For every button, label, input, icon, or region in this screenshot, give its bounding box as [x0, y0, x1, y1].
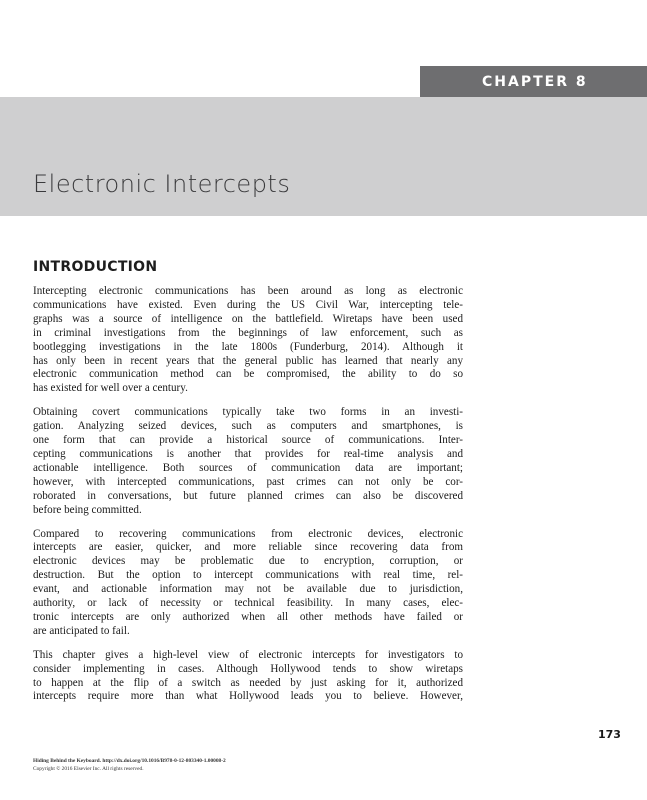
text-line: actionable intelligence. Both sources of communication data are important; — [33, 461, 463, 474]
text-line: cepting communications is another that provides for real-time analysis and — [33, 447, 463, 460]
chapter-label-tab — [420, 66, 647, 97]
text-line: electronic devices may be problematic due to encryption, corruption, or — [33, 555, 463, 568]
text-line: gation. Analyzing seized devices, such as computers and smartphones, is — [33, 420, 463, 433]
text-line: evant, and actionable information may not be available due to jurisdiction, — [33, 583, 463, 596]
paragraph — [33, 528, 463, 639]
text-line: to happen at the flip of a switch as needed by just asking for it, authorized — [33, 676, 463, 689]
text-line: are anticipated to fail. — [33, 624, 130, 637]
text-line: in criminal investigations from the beginnings of law enforcement, such as — [33, 326, 463, 339]
text-line: destruction. But the option to intercept communications with real time, rel- — [33, 569, 463, 582]
body-text — [33, 285, 463, 714]
footer-copyright: Copyright © 2016 Elsevier Inc. All rights reserved. — [33, 766, 144, 772]
text-line: has existed for well over a century. — [33, 382, 188, 395]
text-line: however, with intercepted communications, past crimes can not only be cor- — [33, 475, 463, 488]
paragraph — [33, 406, 463, 517]
paragraph — [33, 285, 463, 396]
text-line: graphs was a source of intelligence on the battlefield. Wiretaps have been used — [33, 312, 463, 325]
text-line: This chapter gives a high-level view of electronic intercepts for investigators to — [33, 648, 463, 661]
text-line: Intercepting electronic communications has been around as long as electronic — [33, 285, 463, 297]
paragraph — [33, 649, 463, 705]
page-footer — [33, 757, 226, 773]
text-line: electronic communication method can be compromised, the ability to do so — [33, 368, 463, 381]
text-line: Compared to recovering communications from electronic devices, electronic — [33, 527, 463, 540]
chapter-label: CHAPTER 8 — [482, 73, 588, 90]
section-heading: INTRODUCTION — [33, 259, 158, 275]
text-line: has only been in recent years that the general public has learned that nearly any — [33, 354, 463, 367]
footer-citation: Hiding Behind the Keyboard. http://dx.doi.org/10.1016/B978-0-12-803340-1.00008-2 — [33, 758, 226, 764]
text-line: bootlegging investigations in the late 1800s (Funderburg, 2014). Although it — [33, 340, 463, 353]
chapter-title-band — [0, 97, 647, 216]
text-line: intercepts are easier, quicker, and more reliable since recovering data from — [33, 541, 463, 554]
page-number: 173 — [598, 728, 621, 741]
text-line: tronic intercepts are only authorized when all other methods have failed or — [33, 610, 463, 623]
text-line: before being committed. — [33, 503, 142, 516]
text-line: consider implementing in cases. Although Hollywood tends to show wiretaps — [33, 662, 463, 675]
text-line: roborated in conversations, but future planned crimes can also be discovered — [33, 489, 463, 502]
text-line: communications have existed. Even during the US Civil War, intercepting tele- — [33, 298, 463, 311]
text-line: intercepts require more than what Hollywood leads you to believe. However, — [33, 690, 463, 703]
text-line: authority, or lack of necessity or technical feasibility. In many cases, elec- — [33, 597, 463, 610]
chapter-title: Electronic Intercepts — [33, 170, 291, 198]
text-line: one form that can provide a historical source of communications. Inter- — [33, 434, 463, 447]
text-line: Obtaining covert communications typically take two forms in an investi- — [33, 406, 463, 419]
